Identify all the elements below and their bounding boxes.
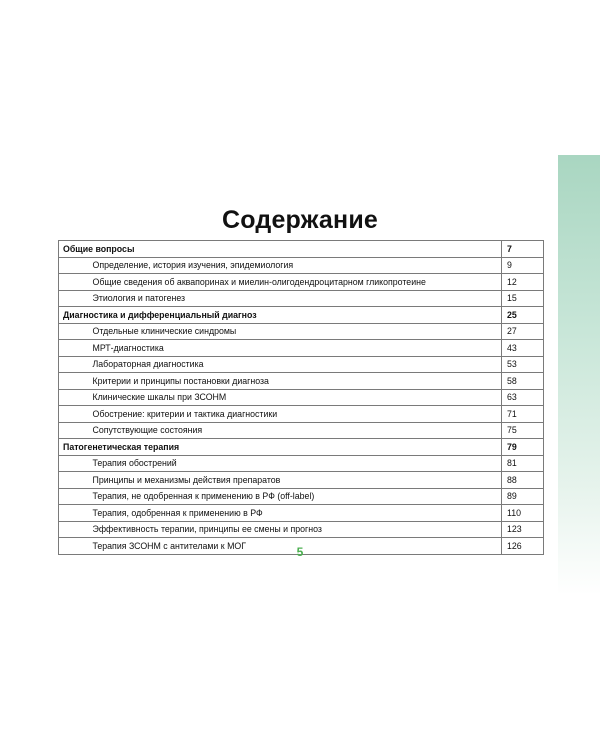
- item-title: Этиология и патогенез: [89, 290, 502, 307]
- indent-cell: [59, 505, 89, 522]
- item-title: Терапия обострений: [89, 455, 502, 472]
- toc-item-row[interactable]: [59, 406, 544, 423]
- indent-cell: [59, 389, 89, 406]
- item-title: Отдельные клинические синдромы: [89, 323, 502, 340]
- item-page-number: 12: [502, 274, 544, 291]
- item-page-number: 81: [502, 455, 544, 472]
- toc-item-row[interactable]: [59, 340, 544, 357]
- item-page-number: 71: [502, 406, 544, 423]
- section-title: Диагностика и дифференциальный диагноз: [59, 307, 502, 324]
- item-title: Терапия, не одобренная к применению в РФ (off-label): [89, 488, 502, 505]
- item-title: Клинические шкалы при ЗСОНМ: [89, 389, 502, 406]
- toc-item-row[interactable]: [59, 257, 544, 274]
- section-page-number: 7: [502, 241, 544, 258]
- toc-section-row[interactable]: [59, 241, 544, 258]
- item-page-number: 58: [502, 373, 544, 390]
- indent-cell: [59, 274, 89, 291]
- item-page-number: 75: [502, 422, 544, 439]
- page-number: 5: [296, 545, 304, 559]
- indent-cell: [59, 257, 89, 274]
- section-title: Патогенетическая терапия: [59, 439, 502, 456]
- indent-cell: [59, 455, 89, 472]
- item-title: Терапия, одобренная к применению в РФ: [89, 505, 502, 522]
- toc-item-row[interactable]: [59, 422, 544, 439]
- item-title: Критерии и принципы постановки диагноза: [89, 373, 502, 390]
- toc-item-row[interactable]: [59, 472, 544, 489]
- indent-cell: [59, 488, 89, 505]
- toc-item-row[interactable]: [59, 323, 544, 340]
- toc-item-row[interactable]: [59, 488, 544, 505]
- item-page-number: 53: [502, 356, 544, 373]
- item-title: Обострение: критерии и тактика диагностики: [89, 406, 502, 423]
- item-page-number: 15: [502, 290, 544, 307]
- indent-cell: [59, 323, 89, 340]
- section-page-number: 79: [502, 439, 544, 456]
- item-title: Эффективность терапии, принципы ее смены и прогноз: [89, 521, 502, 538]
- item-page-number: 88: [502, 472, 544, 489]
- item-title: Определение, история изучения, эпидемиология: [89, 257, 502, 274]
- item-title: Лабораторная диагностика: [89, 356, 502, 373]
- item-title: МРТ-диагностика: [89, 340, 502, 357]
- item-title: Общие сведения об аквапоринах и миелин-олигодендроцитарном гликопротеине: [89, 274, 502, 291]
- toc-item-row[interactable]: [59, 274, 544, 291]
- item-page-number: 126: [502, 538, 544, 555]
- item-title: Терапия ЗСОНМ с антителами к МОГ: [89, 538, 502, 555]
- indent-cell: [59, 422, 89, 439]
- toc-item-row[interactable]: [59, 356, 544, 373]
- toc-item-row[interactable]: [59, 373, 544, 390]
- page-title: Содержание: [221, 206, 379, 234]
- item-page-number: 27: [502, 323, 544, 340]
- item-page-number: 9: [502, 257, 544, 274]
- item-title: Принципы и механизмы действия препаратов: [89, 472, 502, 489]
- indent-cell: [59, 340, 89, 357]
- indent-cell: [59, 356, 89, 373]
- table-of-contents: [58, 240, 544, 555]
- item-page-number: 110: [502, 505, 544, 522]
- item-page-number: 89: [502, 488, 544, 505]
- toc-item-row[interactable]: [59, 505, 544, 522]
- toc-item-row[interactable]: [59, 455, 544, 472]
- indent-cell: [59, 290, 89, 307]
- toc-item-row[interactable]: [59, 521, 544, 538]
- indent-cell: [59, 521, 89, 538]
- toc-item-row[interactable]: [59, 389, 544, 406]
- section-page-number: 25: [502, 307, 544, 324]
- item-page-number: 123: [502, 521, 544, 538]
- indent-cell: [59, 373, 89, 390]
- indent-cell: [59, 406, 89, 423]
- indent-cell: [59, 472, 89, 489]
- item-title: Сопутствующие состояния: [89, 422, 502, 439]
- toc-section-row[interactable]: [59, 439, 544, 456]
- toc-item-row[interactable]: [59, 290, 544, 307]
- item-page-number: 43: [502, 340, 544, 357]
- item-page-number: 63: [502, 389, 544, 406]
- toc-section-row[interactable]: [59, 307, 544, 324]
- section-title: Общие вопросы: [59, 241, 502, 258]
